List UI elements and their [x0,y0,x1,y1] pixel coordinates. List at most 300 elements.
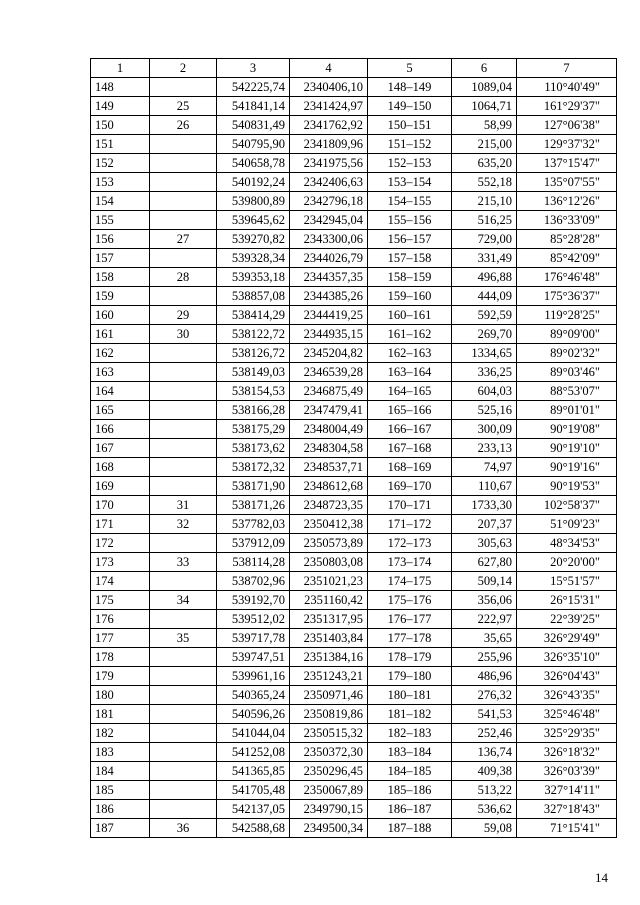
table-row [91,667,617,686]
coordinate-y-cell: 2349790,15 [290,800,368,819]
coordinate-y-cell: 2348004,49 [290,420,368,439]
table-row [91,439,617,458]
direction-angle-cell: 135°07'55" [517,173,617,192]
table-row [91,249,617,268]
coordinate-y-cell: 2345204,82 [290,344,368,363]
segment-cell: 171–172 [368,515,452,534]
node-number-cell: 35 [150,629,217,648]
point-number-cell: 169 [91,477,150,496]
column-header: 6 [452,59,517,78]
segment-cell: 160–161 [368,306,452,325]
segment-cell: 182–183 [368,724,452,743]
node-number-cell [150,572,217,591]
node-number-cell: 36 [150,819,217,838]
node-number-cell [150,686,217,705]
length-cell: 604,03 [452,382,517,401]
segment-cell: 166–167 [368,420,452,439]
length-cell: 222,97 [452,610,517,629]
point-number-cell: 159 [91,287,150,306]
coordinate-y-cell: 2342945,04 [290,211,368,230]
table-row [91,591,617,610]
direction-angle-cell: 327°14'11" [517,781,617,800]
length-cell: 486,96 [452,667,517,686]
table-row [91,344,617,363]
table-row [91,287,617,306]
point-number-cell: 173 [91,553,150,572]
coordinate-x-cell: 538702,96 [217,572,290,591]
point-number-cell: 156 [91,230,150,249]
point-number-cell: 174 [91,572,150,591]
coordinate-x-cell: 538414,29 [217,306,290,325]
direction-angle-cell: 327°18'43" [517,800,617,819]
table-row [91,382,617,401]
coordinate-y-cell: 2351160,42 [290,591,368,610]
direction-angle-cell: 89°01'01" [517,401,617,420]
point-number-cell: 184 [91,762,150,781]
coordinate-y-cell: 2341424,97 [290,97,368,116]
direction-angle-cell: 89°03'46" [517,363,617,382]
coordinates-table [90,58,617,838]
length-cell: 513,22 [452,781,517,800]
table-row [91,686,617,705]
point-number-cell: 186 [91,800,150,819]
point-number-cell: 149 [91,97,150,116]
length-cell: 516,25 [452,211,517,230]
point-number-cell: 151 [91,135,150,154]
length-cell: 525,16 [452,401,517,420]
length-cell: 444,09 [452,287,517,306]
coordinate-x-cell: 538149,03 [217,363,290,382]
direction-angle-cell: 175°36'37" [517,287,617,306]
coordinate-y-cell: 2350803,08 [290,553,368,572]
direction-angle-cell: 325°46'48" [517,705,617,724]
point-number-cell: 153 [91,173,150,192]
node-number-cell: 34 [150,591,217,610]
length-cell: 215,10 [452,192,517,211]
coordinate-y-cell: 2344357,35 [290,268,368,287]
length-cell: 300,09 [452,420,517,439]
segment-cell: 161–162 [368,325,452,344]
table-row [91,268,617,287]
segment-cell: 168–169 [368,458,452,477]
segment-cell: 159–160 [368,287,452,306]
table-header-row [91,59,617,78]
direction-angle-cell: 51°09'23" [517,515,617,534]
segment-cell: 155–156 [368,211,452,230]
direction-angle-cell: 326°35'10" [517,648,617,667]
coordinate-x-cell: 539270,82 [217,230,290,249]
coordinate-y-cell: 2349500,34 [290,819,368,838]
coordinate-x-cell: 539961,16 [217,667,290,686]
point-number-cell: 158 [91,268,150,287]
direction-angle-cell: 88°53'07" [517,382,617,401]
length-cell: 336,25 [452,363,517,382]
coordinate-y-cell: 2342406,63 [290,173,368,192]
table-row [91,78,617,97]
point-number-cell: 177 [91,629,150,648]
point-number-cell: 175 [91,591,150,610]
direction-angle-cell: 90°19'53" [517,477,617,496]
direction-angle-cell: 48°34'53" [517,534,617,553]
column-header: 3 [217,59,290,78]
coordinate-y-cell: 2340406,10 [290,78,368,97]
coordinate-x-cell: 539353,18 [217,268,290,287]
segment-cell: 158–159 [368,268,452,287]
coordinate-y-cell: 2351403,84 [290,629,368,648]
coordinate-y-cell: 2344026,79 [290,249,368,268]
column-header: 2 [150,59,217,78]
coordinate-x-cell: 538122,72 [217,325,290,344]
length-cell: 233,13 [452,439,517,458]
table-row [91,572,617,591]
table-row [91,762,617,781]
coordinate-x-cell: 540795,90 [217,135,290,154]
length-cell: 1334,65 [452,344,517,363]
table-row [91,306,617,325]
node-number-cell [150,401,217,420]
coordinate-x-cell: 541365,85 [217,762,290,781]
direction-angle-cell: 90°19'16" [517,458,617,477]
coordinate-x-cell: 541705,48 [217,781,290,800]
coordinate-y-cell: 2348723,35 [290,496,368,515]
segment-cell: 180–181 [368,686,452,705]
coordinate-x-cell: 538114,28 [217,553,290,572]
point-number-cell: 178 [91,648,150,667]
length-cell: 496,88 [452,268,517,287]
coordinate-y-cell: 2346875,49 [290,382,368,401]
direction-angle-cell: 326°43'35" [517,686,617,705]
coordinate-y-cell: 2344935,15 [290,325,368,344]
coordinate-x-cell: 542137,05 [217,800,290,819]
segment-cell: 174–175 [368,572,452,591]
segment-cell: 149–150 [368,97,452,116]
coordinate-x-cell: 539328,34 [217,249,290,268]
segment-cell: 178–179 [368,648,452,667]
segment-cell: 184–185 [368,762,452,781]
point-number-cell: 168 [91,458,150,477]
node-number-cell [150,211,217,230]
point-number-cell: 185 [91,781,150,800]
direction-angle-cell: 15°51'57" [517,572,617,591]
node-number-cell [150,534,217,553]
segment-cell: 154–155 [368,192,452,211]
node-number-cell [150,667,217,686]
node-number-cell [150,420,217,439]
node-number-cell [150,78,217,97]
length-cell: 1064,71 [452,97,517,116]
point-number-cell: 154 [91,192,150,211]
coordinate-y-cell: 2350372,30 [290,743,368,762]
point-number-cell: 155 [91,211,150,230]
length-cell: 276,32 [452,686,517,705]
direction-angle-cell: 136°33'09" [517,211,617,230]
table-row [91,629,617,648]
table-row [91,173,617,192]
table-row [91,800,617,819]
direction-angle-cell: 71°15'41" [517,819,617,838]
coordinate-y-cell: 2344419,25 [290,306,368,325]
point-number-cell: 161 [91,325,150,344]
coordinate-x-cell: 539747,51 [217,648,290,667]
coordinate-x-cell: 539800,89 [217,192,290,211]
node-number-cell [150,458,217,477]
coordinate-x-cell: 537782,03 [217,515,290,534]
node-number-cell [150,249,217,268]
segment-cell: 177–178 [368,629,452,648]
coordinate-x-cell: 538171,26 [217,496,290,515]
coordinate-x-cell: 540596,26 [217,705,290,724]
table-row [91,534,617,553]
table-row [91,325,617,344]
coordinate-x-cell: 542588,68 [217,819,290,838]
table-row [91,515,617,534]
segment-cell: 148–149 [368,78,452,97]
direction-angle-cell: 137°15'47" [517,154,617,173]
point-number-cell: 150 [91,116,150,135]
length-cell: 269,70 [452,325,517,344]
node-number-cell: 27 [150,230,217,249]
point-number-cell: 167 [91,439,150,458]
node-number-cell: 29 [150,306,217,325]
segment-cell: 183–184 [368,743,452,762]
coordinate-y-cell: 2350971,46 [290,686,368,705]
table-row [91,705,617,724]
coordinate-y-cell: 2350515,32 [290,724,368,743]
segment-cell: 187–188 [368,819,452,838]
coordinate-x-cell: 538126,72 [217,344,290,363]
node-number-cell [150,648,217,667]
coordinate-x-cell: 538172,32 [217,458,290,477]
point-number-cell: 157 [91,249,150,268]
segment-cell: 163–164 [368,363,452,382]
point-number-cell: 166 [91,420,150,439]
column-header: 4 [290,59,368,78]
table-row [91,154,617,173]
length-cell: 1733,30 [452,496,517,515]
table-row [91,819,617,838]
table-row [91,420,617,439]
segment-cell: 173–174 [368,553,452,572]
table-row [91,781,617,800]
point-number-cell: 180 [91,686,150,705]
point-number-cell: 181 [91,705,150,724]
coordinate-y-cell: 2341809,96 [290,135,368,154]
coordinate-y-cell: 2348304,58 [290,439,368,458]
length-cell: 552,18 [452,173,517,192]
length-cell: 252,46 [452,724,517,743]
column-header: 7 [517,59,617,78]
node-number-cell: 31 [150,496,217,515]
point-number-cell: 162 [91,344,150,363]
table-row [91,363,617,382]
segment-cell: 175–176 [368,591,452,610]
coordinate-y-cell: 2351021,23 [290,572,368,591]
coordinate-x-cell: 537912,09 [217,534,290,553]
direction-angle-cell: 89°02'32" [517,344,617,363]
node-number-cell [150,154,217,173]
node-number-cell [150,477,217,496]
direction-angle-cell: 326°29'49" [517,629,617,648]
coordinate-y-cell: 2348612,68 [290,477,368,496]
point-number-cell: 165 [91,401,150,420]
length-cell: 729,00 [452,230,517,249]
coordinate-x-cell: 540192,24 [217,173,290,192]
node-number-cell [150,743,217,762]
segment-cell: 186–187 [368,800,452,819]
table-row [91,230,617,249]
table-row [91,648,617,667]
length-cell: 541,53 [452,705,517,724]
direction-angle-cell: 102°58'37" [517,496,617,515]
table-row [91,724,617,743]
coordinate-x-cell: 541252,08 [217,743,290,762]
direction-angle-cell: 85°28'28" [517,230,617,249]
node-number-cell: 25 [150,97,217,116]
segment-cell: 179–180 [368,667,452,686]
point-number-cell: 183 [91,743,150,762]
coordinate-y-cell: 2343300,06 [290,230,368,249]
direction-angle-cell: 136°12'26" [517,192,617,211]
length-cell: 255,96 [452,648,517,667]
point-number-cell: 179 [91,667,150,686]
direction-angle-cell: 89°09'00" [517,325,617,344]
coordinate-x-cell: 538173,62 [217,439,290,458]
length-cell: 356,06 [452,591,517,610]
direction-angle-cell: 326°03'39" [517,762,617,781]
node-number-cell: 28 [150,268,217,287]
point-number-cell: 163 [91,363,150,382]
direction-angle-cell: 110°40'49" [517,78,617,97]
node-number-cell [150,762,217,781]
coordinate-x-cell: 539192,70 [217,591,290,610]
point-number-cell: 148 [91,78,150,97]
direction-angle-cell: 119°28'25" [517,306,617,325]
coordinate-x-cell: 538154,53 [217,382,290,401]
coordinate-y-cell: 2341762,92 [290,116,368,135]
length-cell: 635,20 [452,154,517,173]
point-number-cell: 187 [91,819,150,838]
coordinate-x-cell: 542225,74 [217,78,290,97]
coordinate-x-cell: 539512,02 [217,610,290,629]
node-number-cell [150,382,217,401]
segment-cell: 172–173 [368,534,452,553]
direction-angle-cell: 129°37'32" [517,135,617,154]
point-number-cell: 172 [91,534,150,553]
length-cell: 136,74 [452,743,517,762]
coordinate-y-cell: 2348537,71 [290,458,368,477]
length-cell: 215,00 [452,135,517,154]
table-row [91,743,617,762]
coordinate-y-cell: 2341975,56 [290,154,368,173]
point-number-cell: 170 [91,496,150,515]
length-cell: 536,62 [452,800,517,819]
point-number-cell: 182 [91,724,150,743]
coordinate-y-cell: 2342796,18 [290,192,368,211]
coordinate-x-cell: 540658,78 [217,154,290,173]
column-header: 5 [368,59,452,78]
length-cell: 59,08 [452,819,517,838]
node-number-cell: 30 [150,325,217,344]
segment-cell: 181–182 [368,705,452,724]
coordinate-y-cell: 2351243,21 [290,667,368,686]
node-number-cell: 26 [150,116,217,135]
table-row [91,192,617,211]
coordinate-y-cell: 2351384,16 [290,648,368,667]
column-header: 1 [91,59,150,78]
node-number-cell [150,781,217,800]
coordinate-y-cell: 2350819,86 [290,705,368,724]
node-number-cell [150,363,217,382]
coordinate-x-cell: 538171,90 [217,477,290,496]
segment-cell: 151–152 [368,135,452,154]
segment-cell: 150–151 [368,116,452,135]
length-cell: 110,67 [452,477,517,496]
point-number-cell: 171 [91,515,150,534]
point-number-cell: 164 [91,382,150,401]
node-number-cell [150,724,217,743]
coordinate-x-cell: 541044,04 [217,724,290,743]
segment-cell: 162–163 [368,344,452,363]
table-row [91,458,617,477]
length-cell: 627,80 [452,553,517,572]
table-row [91,496,617,515]
table-row [91,477,617,496]
length-cell: 592,59 [452,306,517,325]
direction-angle-cell: 176°46'48" [517,268,617,287]
table-row [91,401,617,420]
table-row [91,116,617,135]
length-cell: 35,65 [452,629,517,648]
direction-angle-cell: 326°04'43" [517,667,617,686]
node-number-cell [150,135,217,154]
node-number-cell [150,344,217,363]
node-number-cell [150,610,217,629]
length-cell: 74,97 [452,458,517,477]
table-row [91,610,617,629]
direction-angle-cell: 26°15'31" [517,591,617,610]
node-number-cell [150,173,217,192]
segment-cell: 167–168 [368,439,452,458]
direction-angle-cell: 90°19'10" [517,439,617,458]
coordinate-x-cell: 539717,78 [217,629,290,648]
node-number-cell: 33 [150,553,217,572]
table-row [91,211,617,230]
node-number-cell [150,800,217,819]
segment-cell: 153–154 [368,173,452,192]
point-number-cell: 176 [91,610,150,629]
direction-angle-cell: 325°29'35" [517,724,617,743]
coordinate-x-cell: 539645,62 [217,211,290,230]
page-number: 14 [595,870,608,885]
length-cell: 331,49 [452,249,517,268]
direction-angle-cell: 127°06'38" [517,116,617,135]
point-number-cell: 152 [91,154,150,173]
segment-cell: 156–157 [368,230,452,249]
length-cell: 1089,04 [452,78,517,97]
length-cell: 305,63 [452,534,517,553]
coordinate-y-cell: 2347479,41 [290,401,368,420]
coordinate-y-cell: 2350296,45 [290,762,368,781]
coordinate-y-cell: 2350067,89 [290,781,368,800]
segment-cell: 176–177 [368,610,452,629]
direction-angle-cell: 20°20'00" [517,553,617,572]
coordinate-x-cell: 538857,08 [217,287,290,306]
table-row [91,97,617,116]
segment-cell: 169–170 [368,477,452,496]
coordinate-y-cell: 2344385,26 [290,287,368,306]
coordinate-x-cell: 538166,28 [217,401,290,420]
segment-cell: 170–171 [368,496,452,515]
